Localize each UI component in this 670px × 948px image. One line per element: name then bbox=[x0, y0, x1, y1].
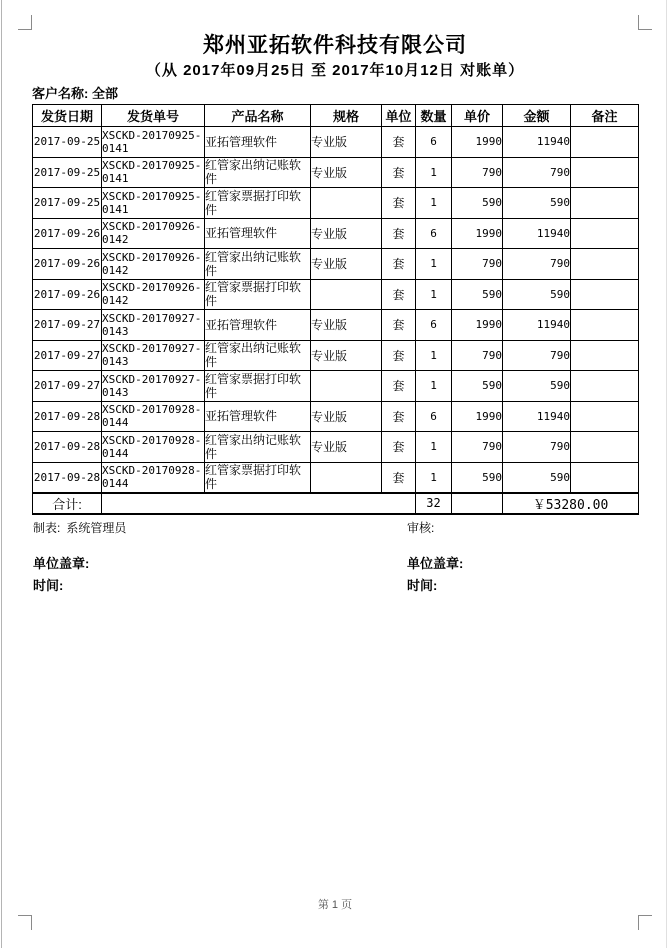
column-header-amount: 金额 bbox=[503, 105, 571, 127]
cell-product-name: 红管家票据打印软件 bbox=[205, 371, 311, 402]
cell-unit: 套 bbox=[382, 340, 416, 371]
table-row bbox=[33, 188, 639, 219]
page-number: 第 1 页 bbox=[317, 899, 353, 911]
cell-unit-price: 1990 bbox=[452, 218, 503, 249]
cell-qty: 1 bbox=[416, 340, 452, 371]
cell-note bbox=[571, 127, 639, 158]
cell-unit: 套 bbox=[382, 218, 416, 249]
cell-qty: 6 bbox=[416, 401, 452, 432]
cell-ship-date: 2017-09-25 bbox=[33, 157, 102, 188]
cell-unit-price: 1990 bbox=[452, 127, 503, 158]
cell-qty: 1 bbox=[416, 279, 452, 310]
column-header-spec: 规格 bbox=[311, 105, 382, 127]
cell-spec: 专业版 bbox=[311, 432, 382, 463]
cell-order-no: XSCKD-20170927-0143 bbox=[102, 371, 205, 402]
cell-amount: 11940 bbox=[503, 310, 571, 341]
cell-note bbox=[571, 157, 639, 188]
customer-name-label: 客户名称: 全部 bbox=[32, 86, 118, 101]
table-row bbox=[33, 371, 639, 402]
reviewer-label: 审核: bbox=[407, 521, 435, 535]
cell-unit-price: 590 bbox=[452, 188, 503, 219]
cell-ship-date: 2017-09-26 bbox=[33, 279, 102, 310]
cell-order-no: XSCKD-20170927-0143 bbox=[102, 340, 205, 371]
cell-note bbox=[571, 340, 639, 371]
cell-product-name: 红管家出纳记账软件 bbox=[205, 157, 311, 188]
cell-qty: 1 bbox=[416, 249, 452, 280]
cell-unit-price: 790 bbox=[452, 340, 503, 371]
cell-qty: 1 bbox=[416, 371, 452, 402]
cell-order-no: XSCKD-20170927-0143 bbox=[102, 310, 205, 341]
table-row bbox=[33, 127, 639, 158]
cell-spec bbox=[311, 462, 382, 493]
cell-amount: 11940 bbox=[503, 401, 571, 432]
cell-unit: 套 bbox=[382, 279, 416, 310]
cell-spec: 专业版 bbox=[311, 157, 382, 188]
cell-unit-price: 790 bbox=[452, 249, 503, 280]
cell-amount: 790 bbox=[503, 432, 571, 463]
page-edge-right bbox=[666, 0, 667, 948]
cell-product-name: 亚拓管理软件 bbox=[205, 218, 311, 249]
statement-table bbox=[32, 104, 639, 515]
table-row bbox=[33, 310, 639, 341]
total-qty: 32 bbox=[416, 493, 452, 514]
table-row bbox=[33, 279, 639, 310]
crop-mark-top-left bbox=[18, 15, 32, 30]
cell-amount: 590 bbox=[503, 371, 571, 402]
cell-ship-date: 2017-09-28 bbox=[33, 432, 102, 463]
cell-unit-price: 590 bbox=[452, 462, 503, 493]
cell-spec bbox=[311, 371, 382, 402]
cell-ship-date: 2017-09-25 bbox=[33, 188, 102, 219]
table-body bbox=[33, 127, 639, 493]
cell-amount: 790 bbox=[503, 340, 571, 371]
column-header-ship-date: 发货日期 bbox=[33, 105, 102, 127]
table-row bbox=[33, 340, 639, 371]
cell-amount: 11940 bbox=[503, 218, 571, 249]
cell-product-name: 亚拓管理软件 bbox=[205, 127, 311, 158]
cell-product-name: 红管家票据打印软件 bbox=[205, 188, 311, 219]
cell-order-no: XSCKD-20170925-0141 bbox=[102, 157, 205, 188]
cell-unit: 套 bbox=[382, 310, 416, 341]
cell-unit: 套 bbox=[382, 188, 416, 219]
maker-label: 制表: bbox=[33, 521, 61, 535]
column-header-unit: 单位 bbox=[382, 105, 416, 127]
cell-ship-date: 2017-09-25 bbox=[33, 127, 102, 158]
cell-ship-date: 2017-09-27 bbox=[33, 340, 102, 371]
cell-qty: 1 bbox=[416, 432, 452, 463]
crop-mark-bottom-left bbox=[18, 915, 32, 930]
cell-ship-date: 2017-09-28 bbox=[33, 401, 102, 432]
cell-order-no: XSCKD-20170928-0144 bbox=[102, 462, 205, 493]
cell-unit-price: 790 bbox=[452, 157, 503, 188]
cell-ship-date: 2017-09-27 bbox=[33, 310, 102, 341]
cell-spec: 专业版 bbox=[311, 401, 382, 432]
cell-spec: 专业版 bbox=[311, 127, 382, 158]
cell-ship-date: 2017-09-26 bbox=[33, 218, 102, 249]
cell-note bbox=[571, 310, 639, 341]
cell-note bbox=[571, 279, 639, 310]
cell-order-no: XSCKD-20170925-0141 bbox=[102, 127, 205, 158]
cell-spec bbox=[311, 188, 382, 219]
cell-unit-price: 1990 bbox=[452, 310, 503, 341]
cell-amount: 590 bbox=[503, 462, 571, 493]
total-price-empty bbox=[452, 493, 503, 514]
cell-amount: 590 bbox=[503, 279, 571, 310]
cell-note bbox=[571, 188, 639, 219]
column-header-unit-price: 单价 bbox=[452, 105, 503, 127]
column-header-note: 备注 bbox=[571, 105, 639, 127]
cell-product-name: 红管家出纳记账软件 bbox=[205, 340, 311, 371]
crop-mark-top-right bbox=[638, 15, 652, 30]
statement-period-subtitle: （从 2017年09月25日 至 2017年10月12日 对账单） bbox=[145, 62, 525, 79]
page-edge-left bbox=[1, 0, 2, 948]
cell-product-name: 红管家出纳记账软件 bbox=[205, 432, 311, 463]
table-row bbox=[33, 218, 639, 249]
seal-label-left: 单位盖章: bbox=[33, 556, 90, 571]
column-header-qty: 数量 bbox=[416, 105, 452, 127]
cell-order-no: XSCKD-20170926-0142 bbox=[102, 249, 205, 280]
cell-qty: 1 bbox=[416, 188, 452, 219]
maker-value: 系统管理员 bbox=[66, 521, 127, 535]
cell-ship-date: 2017-09-27 bbox=[33, 371, 102, 402]
cell-amount: 11940 bbox=[503, 127, 571, 158]
cell-spec bbox=[311, 279, 382, 310]
cell-order-no: XSCKD-20170926-0142 bbox=[102, 279, 205, 310]
cell-product-name: 亚拓管理软件 bbox=[205, 310, 311, 341]
cell-order-no: XSCKD-20170926-0142 bbox=[102, 218, 205, 249]
cell-note bbox=[571, 432, 639, 463]
cell-note bbox=[571, 218, 639, 249]
cell-ship-date: 2017-09-26 bbox=[33, 249, 102, 280]
company-title: 郑州亚拓软件科技有限公司 bbox=[203, 34, 467, 57]
cell-order-no: XSCKD-20170925-0141 bbox=[102, 188, 205, 219]
cell-ship-date: 2017-09-28 bbox=[33, 462, 102, 493]
cell-amount: 790 bbox=[503, 249, 571, 280]
cell-product-name: 亚拓管理软件 bbox=[205, 401, 311, 432]
cell-product-name: 红管家票据打印软件 bbox=[205, 462, 311, 493]
table-row bbox=[33, 401, 639, 432]
total-label: 合计: bbox=[33, 493, 102, 514]
cell-unit: 套 bbox=[382, 249, 416, 280]
cell-unit: 套 bbox=[382, 127, 416, 158]
cell-order-no: XSCKD-20170928-0144 bbox=[102, 401, 205, 432]
cell-unit: 套 bbox=[382, 401, 416, 432]
cell-qty: 6 bbox=[416, 127, 452, 158]
cell-amount: 790 bbox=[503, 157, 571, 188]
cell-unit: 套 bbox=[382, 157, 416, 188]
header-row bbox=[33, 105, 639, 127]
cell-unit-price: 790 bbox=[452, 432, 503, 463]
cell-unit: 套 bbox=[382, 462, 416, 493]
total-spacer bbox=[102, 493, 416, 514]
cell-spec: 专业版 bbox=[311, 218, 382, 249]
cell-order-no: XSCKD-20170928-0144 bbox=[102, 432, 205, 463]
time-label-left: 时间: bbox=[33, 578, 64, 593]
cell-note bbox=[571, 462, 639, 493]
column-header-order-no: 发货单号 bbox=[102, 105, 205, 127]
cell-note bbox=[571, 249, 639, 280]
cell-qty: 6 bbox=[416, 218, 452, 249]
cell-note bbox=[571, 371, 639, 402]
total-row bbox=[33, 493, 639, 514]
reviewer-line bbox=[407, 519, 440, 536]
cell-spec: 专业版 bbox=[311, 340, 382, 371]
total-amount: ￥53280.00 bbox=[503, 493, 639, 514]
time-label-right: 时间: bbox=[407, 578, 438, 593]
cell-product-name: 红管家出纳记账软件 bbox=[205, 249, 311, 280]
cell-qty: 6 bbox=[416, 310, 452, 341]
cell-product-name: 红管家票据打印软件 bbox=[205, 279, 311, 310]
cell-unit-price: 1990 bbox=[452, 401, 503, 432]
cell-unit: 套 bbox=[382, 432, 416, 463]
cell-note bbox=[571, 401, 639, 432]
maker-line bbox=[33, 519, 126, 536]
table-row bbox=[33, 249, 639, 280]
crop-mark-bottom-right bbox=[638, 915, 652, 930]
column-header-product-name: 产品名称 bbox=[205, 105, 311, 127]
cell-spec: 专业版 bbox=[311, 310, 382, 341]
cell-qty: 1 bbox=[416, 157, 452, 188]
table-row bbox=[33, 157, 639, 188]
cell-qty: 1 bbox=[416, 462, 452, 493]
table-row bbox=[33, 462, 639, 493]
cell-unit: 套 bbox=[382, 371, 416, 402]
cell-amount: 590 bbox=[503, 188, 571, 219]
table-row bbox=[33, 432, 639, 463]
cell-unit-price: 590 bbox=[452, 279, 503, 310]
cell-spec: 专业版 bbox=[311, 249, 382, 280]
cell-unit-price: 590 bbox=[452, 371, 503, 402]
seal-label-right: 单位盖章: bbox=[407, 556, 464, 571]
